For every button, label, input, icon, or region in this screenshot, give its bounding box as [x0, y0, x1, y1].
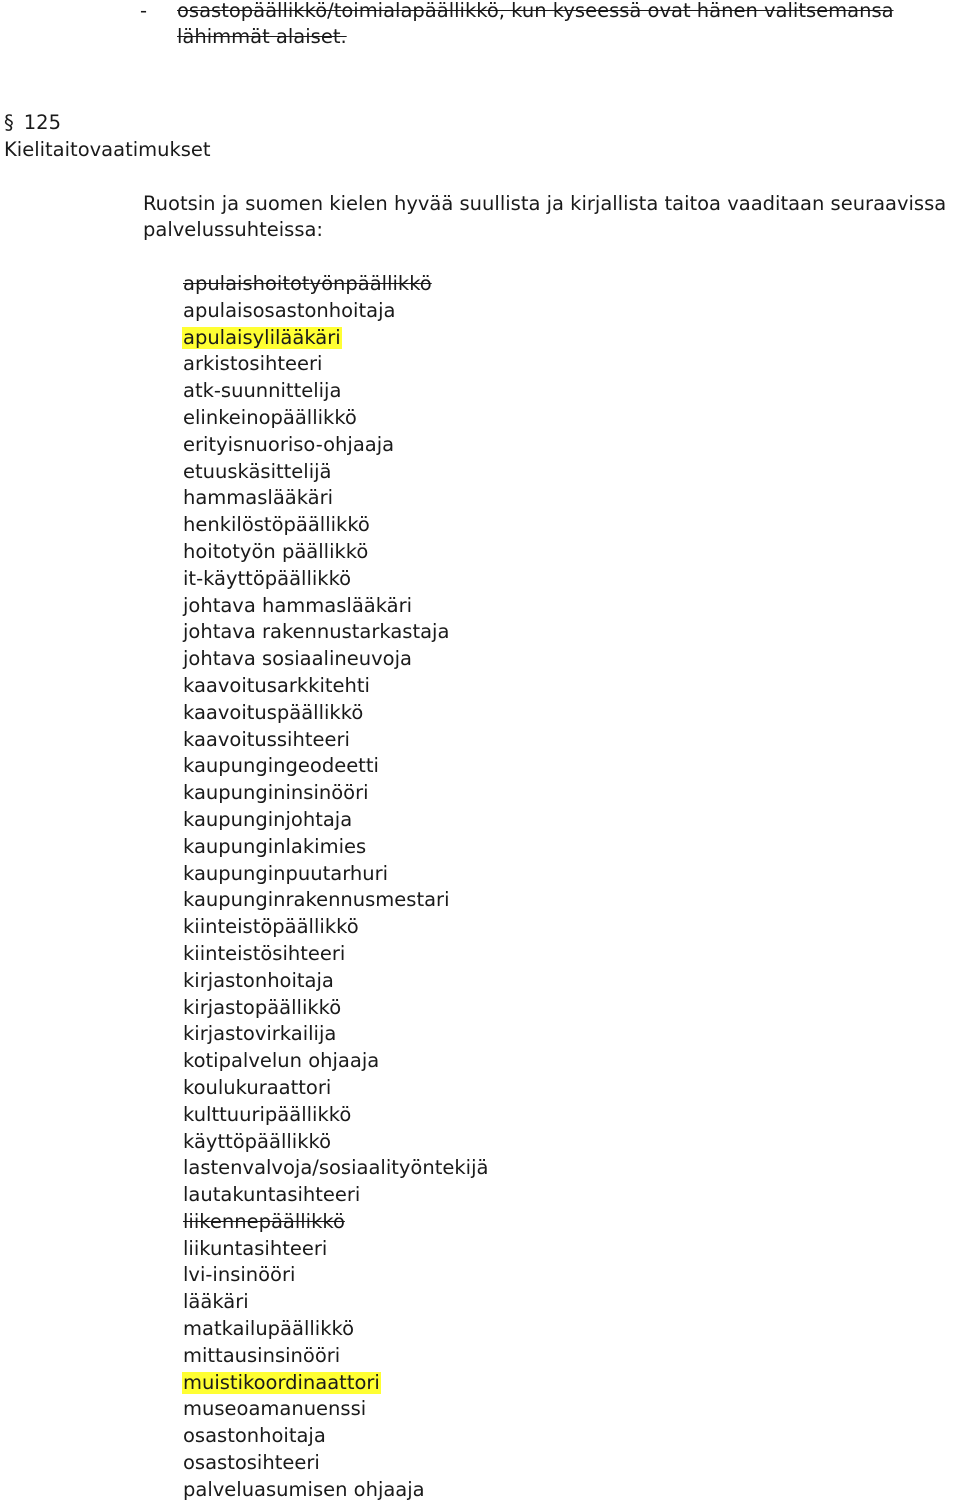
position-title: kaupunginlakimies [183, 834, 367, 858]
position-title: matkailupäällikkö [183, 1317, 355, 1341]
list-item [182, 1182, 489, 1209]
position-title: kirjastovirkailija [183, 1022, 337, 1046]
list-item [182, 968, 489, 995]
list-item [182, 1343, 489, 1370]
list-item [182, 459, 489, 486]
section-number-value: 125 [23, 111, 61, 134]
position-title: kaupungininsinööri [183, 781, 369, 805]
list-item [182, 512, 489, 539]
list-item [182, 780, 489, 807]
position-title: atk-suunnittelija [183, 379, 342, 403]
list-item [182, 1316, 489, 1343]
struck-list-item: osastopäällikkö/toimialapäällikkö, kun kyseessä ovat hänen valitsemansa lähimmät alaiset. [177, 0, 894, 48]
position-title: johtava rakennustarkastaja [183, 620, 450, 644]
list-item [182, 1289, 489, 1316]
list-item [182, 405, 489, 432]
list-item [182, 539, 489, 566]
position-title: kaavoitussihteeri [183, 727, 350, 751]
position-title: kaupunginpuutarhuri [183, 861, 389, 885]
position-title: kirjastopäällikkö [183, 995, 342, 1019]
position-title: osastosihteeri [183, 1451, 320, 1475]
list-item [182, 1236, 489, 1263]
position-title: kotipalvelun ohjaaja [183, 1049, 380, 1073]
position-title: henkilöstöpäällikkö [183, 513, 370, 537]
position-title: lvi-insinööri [183, 1263, 296, 1287]
position-title: kiinteistöpäällikkö [183, 915, 359, 939]
list-item [182, 1209, 489, 1236]
list-item [182, 1423, 489, 1450]
position-title: it-käyttöpäällikkö [183, 566, 352, 590]
list-item [182, 298, 489, 325]
list-item [182, 1450, 489, 1477]
position-title: koulukuraattori [183, 1075, 332, 1099]
list-item [182, 1129, 489, 1156]
position-list [182, 271, 489, 1504]
list-item [182, 1262, 489, 1289]
section-number [4, 110, 61, 136]
list-item [182, 432, 489, 459]
list-item [182, 646, 489, 673]
list-item [182, 485, 489, 512]
position-title: kiinteistösihteeri [183, 941, 346, 965]
list-item [182, 914, 489, 941]
list-item [182, 1155, 489, 1182]
list-item [182, 673, 489, 700]
position-title: kaupungingeodeetti [183, 754, 379, 778]
list-item [182, 1477, 489, 1504]
position-title: museoamanuenssi [183, 1397, 367, 1421]
list-item [182, 325, 489, 352]
list-item [182, 1021, 489, 1048]
position-title: palveluasumisen ohjaaja [183, 1477, 425, 1501]
list-item [182, 941, 489, 968]
list-item [182, 834, 489, 861]
list-item [182, 1075, 489, 1102]
list-item [182, 593, 489, 620]
position-title: johtava hammaslääkäri [183, 593, 413, 617]
list-item [182, 271, 489, 298]
position-title: kulttuuripäällikkö [183, 1102, 352, 1126]
position-title: lautakuntasihteeri [183, 1183, 361, 1207]
list-item [182, 995, 489, 1022]
position-title: osastonhoitaja [183, 1424, 326, 1448]
position-title: käyttöpäällikkö [183, 1129, 332, 1153]
position-title: apulaisylilääkäri [183, 325, 341, 349]
intro-paragraph: Ruotsin ja suomen kielen hyvää suullista ja kirjallista taitoa vaaditaan seuraavissa palvelussuhteissa: [143, 192, 947, 241]
position-title: hoitotyön päällikkö [183, 539, 369, 563]
position-title: apulaishoitotyönpäällikkö [183, 272, 432, 295]
position-title: kirjastonhoitaja [183, 968, 334, 992]
position-title: mittausinsinööri [183, 1343, 341, 1367]
list-item [182, 1370, 489, 1397]
position-title: lastenvalvoja/sosiaalityöntekijä [183, 1156, 489, 1180]
position-title: apulaisosastonhoitaja [183, 298, 396, 322]
section-title: Kielitaitovaatimukset [4, 138, 211, 161]
list-item [182, 887, 489, 914]
list-item [182, 566, 489, 593]
position-title: liikennepäällikkö [183, 1209, 345, 1233]
list-item [182, 1048, 489, 1075]
position-title: muistikoordinaattori [183, 1370, 380, 1394]
position-title: arkistosihteeri [183, 352, 323, 376]
list-item [182, 1396, 489, 1423]
position-title: kaupunginjohtaja [183, 807, 353, 831]
list-item [182, 753, 489, 780]
position-title: lääkäri [183, 1290, 249, 1314]
list-item [182, 700, 489, 727]
position-title: hammaslääkäri [183, 486, 334, 510]
list-item [182, 861, 489, 888]
position-title: liikuntasihteeri [183, 1236, 328, 1260]
position-title: kaavoitusarkkitehti [183, 673, 370, 697]
list-item [182, 807, 489, 834]
position-title: kaavoituspäällikkö [183, 700, 364, 724]
list-item [182, 619, 489, 646]
position-title: johtava sosiaalineuvoja [183, 647, 412, 671]
list-dash: - [140, 0, 148, 22]
section-symbol: § [4, 111, 14, 134]
list-item [182, 727, 489, 754]
position-title: elinkeinopäällikkö [183, 405, 357, 429]
list-item [182, 1102, 489, 1129]
list-item [182, 351, 489, 378]
position-title: etuuskäsittelijä [183, 459, 332, 483]
position-title: erityisnuoriso-ohjaaja [183, 432, 395, 456]
position-title: kaupunginrakennusmestari [183, 888, 450, 912]
list-item [182, 378, 489, 405]
